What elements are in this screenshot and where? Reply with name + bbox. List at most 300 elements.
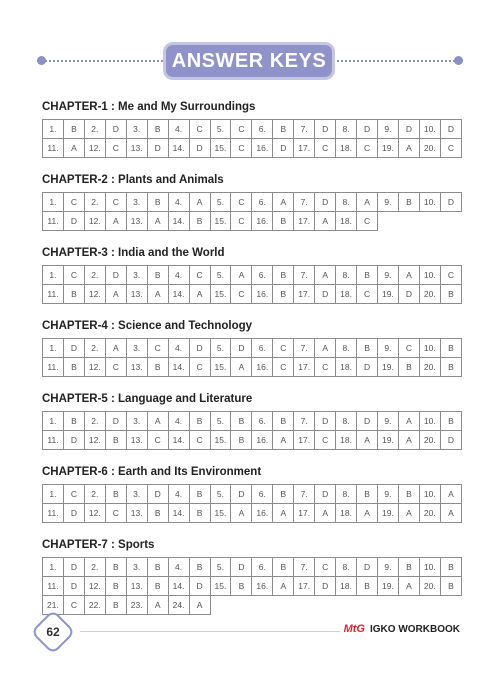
- table-row: [43, 412, 462, 431]
- answer-cell: A: [105, 339, 126, 358]
- empty-cell: [378, 212, 462, 231]
- question-number: 17.: [294, 212, 315, 231]
- answer-cell: A: [105, 285, 126, 304]
- question-number: 18.: [336, 212, 357, 231]
- answer-cell: A: [315, 339, 336, 358]
- answer-cell: A: [147, 212, 168, 231]
- question-number: 12.: [84, 358, 105, 377]
- question-number: 5.: [210, 266, 231, 285]
- answer-cell: C: [440, 266, 461, 285]
- question-number: 17.: [294, 139, 315, 158]
- brand-logo: MtG: [343, 623, 365, 635]
- table-row: [43, 212, 462, 231]
- answer-cell: D: [189, 577, 210, 596]
- question-number: 6.: [252, 412, 273, 431]
- chapter-title: CHAPTER-4 : Science and Technology: [42, 320, 253, 332]
- question-number: 13.: [126, 139, 147, 158]
- answer-cell: C: [398, 339, 419, 358]
- answer-cell: C: [273, 358, 294, 377]
- answer-cell: B: [105, 558, 126, 577]
- question-number: 20.: [419, 431, 440, 450]
- question-number: 4.: [168, 558, 189, 577]
- answer-cell: D: [63, 558, 84, 577]
- answer-cell: B: [189, 504, 210, 523]
- table-row: [43, 339, 462, 358]
- chapter-section: [42, 173, 462, 231]
- question-number: 13.: [126, 504, 147, 523]
- question-number: 23.: [126, 596, 147, 615]
- answer-cell: B: [63, 412, 84, 431]
- answer-cell: B: [189, 412, 210, 431]
- answer-cell: C: [231, 212, 252, 231]
- question-number: 6.: [252, 120, 273, 139]
- chapter-section: [42, 392, 462, 450]
- answer-cell: D: [315, 485, 336, 504]
- question-number: 20.: [419, 504, 440, 523]
- question-number: 9.: [378, 193, 399, 212]
- answer-cell: B: [105, 577, 126, 596]
- table-row: [43, 558, 462, 577]
- answer-cell: D: [231, 339, 252, 358]
- answer-cell: D: [189, 339, 210, 358]
- question-number: 14.: [168, 504, 189, 523]
- answer-table: [42, 338, 462, 377]
- question-number: 18.: [336, 504, 357, 523]
- answer-cell: A: [440, 485, 461, 504]
- question-number: 4.: [168, 193, 189, 212]
- answer-cell: A: [273, 504, 294, 523]
- answer-cell: D: [231, 558, 252, 577]
- answer-cell: A: [63, 139, 84, 158]
- question-number: 12.: [84, 504, 105, 523]
- question-number: 2.: [84, 485, 105, 504]
- answer-cell: B: [147, 193, 168, 212]
- question-number: 6.: [252, 266, 273, 285]
- chapter-title: CHAPTER-3 : India and the World: [42, 247, 225, 259]
- question-number: 12.: [84, 285, 105, 304]
- question-number: 14.: [168, 358, 189, 377]
- chapter-section: [42, 465, 462, 523]
- answer-cell: C: [189, 266, 210, 285]
- question-number: 16.: [252, 504, 273, 523]
- question-number: 8.: [336, 485, 357, 504]
- answer-cell: C: [147, 339, 168, 358]
- decorative-dot: [454, 56, 463, 65]
- chapter-section: [42, 319, 462, 377]
- question-number: 3.: [126, 193, 147, 212]
- answer-cell: B: [273, 212, 294, 231]
- question-number: 11.: [43, 285, 64, 304]
- question-number: 15.: [210, 577, 231, 596]
- question-number: 1.: [43, 120, 64, 139]
- answer-cell: B: [63, 120, 84, 139]
- question-number: 19.: [378, 285, 399, 304]
- answer-cell: B: [357, 266, 378, 285]
- question-number: 3.: [126, 412, 147, 431]
- table-row: [43, 431, 462, 450]
- question-number: 2.: [84, 120, 105, 139]
- question-number: 10.: [419, 485, 440, 504]
- answer-cell: C: [315, 558, 336, 577]
- answer-cell: A: [357, 431, 378, 450]
- answer-cell: B: [273, 285, 294, 304]
- answer-cell: A: [105, 212, 126, 231]
- question-number: 14.: [168, 431, 189, 450]
- answer-cell: C: [105, 193, 126, 212]
- question-number: 13.: [126, 358, 147, 377]
- question-number: 1.: [43, 412, 64, 431]
- question-number: 8.: [336, 266, 357, 285]
- question-number: 20.: [419, 358, 440, 377]
- answer-cell: B: [63, 285, 84, 304]
- answer-cell: B: [273, 266, 294, 285]
- answer-cell: D: [440, 120, 461, 139]
- answer-cell: B: [273, 558, 294, 577]
- question-number: 5.: [210, 558, 231, 577]
- question-number: 15.: [210, 431, 231, 450]
- answer-cell: C: [189, 358, 210, 377]
- question-number: 9.: [378, 485, 399, 504]
- answer-cell: B: [398, 558, 419, 577]
- question-number: 2.: [84, 266, 105, 285]
- answer-cell: C: [315, 139, 336, 158]
- answer-cell: B: [440, 558, 461, 577]
- answer-cell: B: [398, 485, 419, 504]
- question-number: 1.: [43, 339, 64, 358]
- question-number: 2.: [84, 339, 105, 358]
- question-number: 3.: [126, 120, 147, 139]
- question-number: 15.: [210, 504, 231, 523]
- answer-cell: B: [440, 412, 461, 431]
- question-number: 17.: [294, 358, 315, 377]
- answer-cell: A: [231, 266, 252, 285]
- answer-table: [42, 265, 462, 304]
- answer-cell: D: [63, 339, 84, 358]
- question-number: 14.: [168, 285, 189, 304]
- answer-cell: A: [147, 596, 168, 615]
- question-number: 3.: [126, 266, 147, 285]
- page-title: ANSWER KEYS: [163, 42, 335, 80]
- question-number: 4.: [168, 485, 189, 504]
- answer-cell: D: [398, 120, 419, 139]
- answer-cell: B: [147, 358, 168, 377]
- question-number: 13.: [126, 285, 147, 304]
- question-number: 1.: [43, 193, 64, 212]
- question-number: 2.: [84, 558, 105, 577]
- answer-table: [42, 192, 462, 231]
- answer-table: [42, 557, 462, 615]
- question-number: 14.: [168, 577, 189, 596]
- answer-cell: B: [440, 285, 461, 304]
- answer-cell: B: [147, 120, 168, 139]
- answer-cell: C: [231, 139, 252, 158]
- answer-cell: B: [231, 412, 252, 431]
- question-number: 5.: [210, 339, 231, 358]
- question-number: 18.: [336, 577, 357, 596]
- question-number: 15.: [210, 358, 231, 377]
- chapter-section: [42, 538, 462, 615]
- question-number: 18.: [336, 358, 357, 377]
- answer-cell: A: [315, 212, 336, 231]
- chapter-section: [42, 246, 462, 304]
- question-number: 19.: [378, 139, 399, 158]
- question-number: 11.: [43, 139, 64, 158]
- question-number: 6.: [252, 193, 273, 212]
- answer-cell: D: [231, 485, 252, 504]
- answer-cell: C: [105, 504, 126, 523]
- question-number: 16.: [252, 577, 273, 596]
- answer-cell: D: [440, 431, 461, 450]
- answer-cell: C: [273, 339, 294, 358]
- answer-cell: D: [357, 412, 378, 431]
- page-number: 62: [46, 625, 60, 639]
- answer-cell: D: [315, 193, 336, 212]
- answer-cell: A: [398, 431, 419, 450]
- answer-cell: D: [63, 577, 84, 596]
- chapter-title: CHAPTER-6 : Earth and Its Environment: [42, 466, 262, 478]
- answer-cell: C: [315, 431, 336, 450]
- answer-cell: A: [189, 193, 210, 212]
- table-row: [43, 285, 462, 304]
- question-number: 8.: [336, 339, 357, 358]
- answer-cell: B: [105, 485, 126, 504]
- answer-cell: D: [440, 193, 461, 212]
- question-number: 1.: [43, 266, 64, 285]
- question-number: 5.: [210, 412, 231, 431]
- answer-cell: B: [105, 431, 126, 450]
- answer-cell: D: [398, 285, 419, 304]
- answer-cell: B: [357, 339, 378, 358]
- answer-cell: C: [63, 596, 84, 615]
- dotted-rule: [45, 60, 163, 62]
- answer-cell: C: [63, 485, 84, 504]
- chapter-title: CHAPTER-7 : Sports: [42, 539, 155, 551]
- answer-cell: D: [105, 266, 126, 285]
- answer-cell: D: [105, 120, 126, 139]
- answer-cell: D: [189, 139, 210, 158]
- answer-cell: B: [440, 358, 461, 377]
- answer-cell: C: [357, 212, 378, 231]
- answer-cell: B: [231, 577, 252, 596]
- question-number: 6.: [252, 558, 273, 577]
- question-number: 5.: [210, 485, 231, 504]
- question-number: 16.: [252, 285, 273, 304]
- question-number: 14.: [168, 139, 189, 158]
- answer-cell: C: [231, 193, 252, 212]
- answer-cell: D: [63, 504, 84, 523]
- question-number: 9.: [378, 266, 399, 285]
- chapter-title: CHAPTER-2 : Plants and Animals: [42, 174, 224, 186]
- question-number: 12.: [84, 577, 105, 596]
- answer-cell: A: [273, 431, 294, 450]
- answer-cell: B: [147, 558, 168, 577]
- question-number: 17.: [294, 504, 315, 523]
- question-number: 19.: [378, 358, 399, 377]
- answer-table: [42, 411, 462, 450]
- answer-cell: C: [315, 358, 336, 377]
- question-number: 10.: [419, 558, 440, 577]
- table-row: [43, 120, 462, 139]
- answer-cell: A: [189, 285, 210, 304]
- answer-cell: C: [147, 431, 168, 450]
- question-number: 10.: [419, 266, 440, 285]
- question-number: 16.: [252, 139, 273, 158]
- answer-cell: B: [398, 358, 419, 377]
- answer-cell: C: [357, 139, 378, 158]
- answer-cell: A: [273, 577, 294, 596]
- answer-cell: B: [189, 485, 210, 504]
- table-row: [43, 504, 462, 523]
- answer-cell: A: [189, 596, 210, 615]
- table-row: [43, 577, 462, 596]
- question-number: 18.: [336, 431, 357, 450]
- question-number: 10.: [419, 120, 440, 139]
- answer-cell: A: [398, 412, 419, 431]
- question-number: 7.: [294, 266, 315, 285]
- answer-cell: B: [105, 596, 126, 615]
- answer-cell: C: [440, 139, 461, 158]
- answer-cell: A: [147, 285, 168, 304]
- answer-cell: B: [273, 120, 294, 139]
- answer-cell: A: [231, 358, 252, 377]
- question-number: 2.: [84, 412, 105, 431]
- answer-cell: D: [315, 412, 336, 431]
- answer-cell: C: [189, 120, 210, 139]
- question-number: 11.: [43, 431, 64, 450]
- question-number: 12.: [84, 139, 105, 158]
- answer-cell: D: [105, 412, 126, 431]
- question-number: 7.: [294, 193, 315, 212]
- answer-cell: A: [398, 504, 419, 523]
- answer-cell: D: [63, 431, 84, 450]
- question-number: 7.: [294, 485, 315, 504]
- chapter-title: CHAPTER-1 : Me and My Surroundings: [42, 101, 256, 113]
- answer-cell: A: [357, 504, 378, 523]
- answer-cell: B: [357, 577, 378, 596]
- answer-cell: D: [63, 212, 84, 231]
- question-number: 18.: [336, 285, 357, 304]
- question-number: 24.: [168, 596, 189, 615]
- question-number: 10.: [419, 339, 440, 358]
- question-number: 8.: [336, 120, 357, 139]
- answer-table: [42, 119, 462, 158]
- question-number: 12.: [84, 431, 105, 450]
- answer-cell: B: [231, 431, 252, 450]
- table-row: [43, 193, 462, 212]
- title-banner: [37, 42, 463, 80]
- answer-cell: A: [357, 193, 378, 212]
- question-number: 19.: [378, 431, 399, 450]
- question-number: 7.: [294, 558, 315, 577]
- question-number: 4.: [168, 266, 189, 285]
- question-number: 1.: [43, 485, 64, 504]
- question-number: 11.: [43, 358, 64, 377]
- answer-cell: D: [147, 485, 168, 504]
- question-number: 15.: [210, 285, 231, 304]
- question-number: 18.: [336, 139, 357, 158]
- answer-cell: A: [398, 577, 419, 596]
- question-number: 6.: [252, 485, 273, 504]
- question-number: 7.: [294, 412, 315, 431]
- question-number: 22.: [84, 596, 105, 615]
- question-number: 15.: [210, 212, 231, 231]
- answer-cell: B: [189, 558, 210, 577]
- answer-cell: B: [440, 339, 461, 358]
- question-number: 6.: [252, 339, 273, 358]
- answer-cell: D: [315, 120, 336, 139]
- answer-cell: D: [315, 285, 336, 304]
- question-number: 15.: [210, 139, 231, 158]
- brand: [344, 623, 460, 635]
- question-number: 20.: [419, 285, 440, 304]
- answer-cell: A: [315, 504, 336, 523]
- question-number: 16.: [252, 431, 273, 450]
- answer-cell: C: [105, 139, 126, 158]
- answer-cell: B: [63, 358, 84, 377]
- answer-cell: D: [357, 558, 378, 577]
- footer-rule: [80, 631, 340, 632]
- question-number: 14.: [168, 212, 189, 231]
- answer-cell: D: [315, 577, 336, 596]
- answer-cell: C: [231, 120, 252, 139]
- answer-cell: B: [147, 266, 168, 285]
- question-number: 10.: [419, 193, 440, 212]
- question-number: 10.: [419, 412, 440, 431]
- answer-cell: B: [273, 485, 294, 504]
- question-number: 2.: [84, 193, 105, 212]
- answer-cell: B: [189, 212, 210, 231]
- question-number: 20.: [419, 139, 440, 158]
- answer-cell: B: [147, 577, 168, 596]
- question-number: 13.: [126, 577, 147, 596]
- question-number: 7.: [294, 339, 315, 358]
- table-row: [43, 139, 462, 158]
- question-number: 4.: [168, 339, 189, 358]
- page-footer: [0, 612, 500, 652]
- question-number: 13.: [126, 212, 147, 231]
- answer-cell: A: [147, 412, 168, 431]
- question-number: 8.: [336, 193, 357, 212]
- answer-cell: C: [105, 358, 126, 377]
- answer-cell: D: [147, 139, 168, 158]
- question-number: 8.: [336, 558, 357, 577]
- answer-cell: B: [273, 412, 294, 431]
- question-number: 5.: [210, 193, 231, 212]
- answer-cell: C: [63, 266, 84, 285]
- question-number: 19.: [378, 504, 399, 523]
- answer-cell: D: [357, 120, 378, 139]
- answer-cell: A: [398, 266, 419, 285]
- question-number: 17.: [294, 431, 315, 450]
- chapter-section: [42, 100, 462, 158]
- answer-cell: A: [440, 504, 461, 523]
- answer-cell: A: [315, 266, 336, 285]
- answer-cell: C: [63, 193, 84, 212]
- question-number: 11.: [43, 212, 64, 231]
- question-number: 5.: [210, 120, 231, 139]
- question-number: 11.: [43, 504, 64, 523]
- answer-cell: A: [231, 504, 252, 523]
- answer-cell: B: [398, 193, 419, 212]
- question-number: 4.: [168, 412, 189, 431]
- question-number: 11.: [43, 577, 64, 596]
- question-number: 3.: [126, 339, 147, 358]
- question-number: 9.: [378, 558, 399, 577]
- question-number: 9.: [378, 339, 399, 358]
- question-number: 13.: [126, 431, 147, 450]
- question-number: 9.: [378, 412, 399, 431]
- question-number: 16.: [252, 212, 273, 231]
